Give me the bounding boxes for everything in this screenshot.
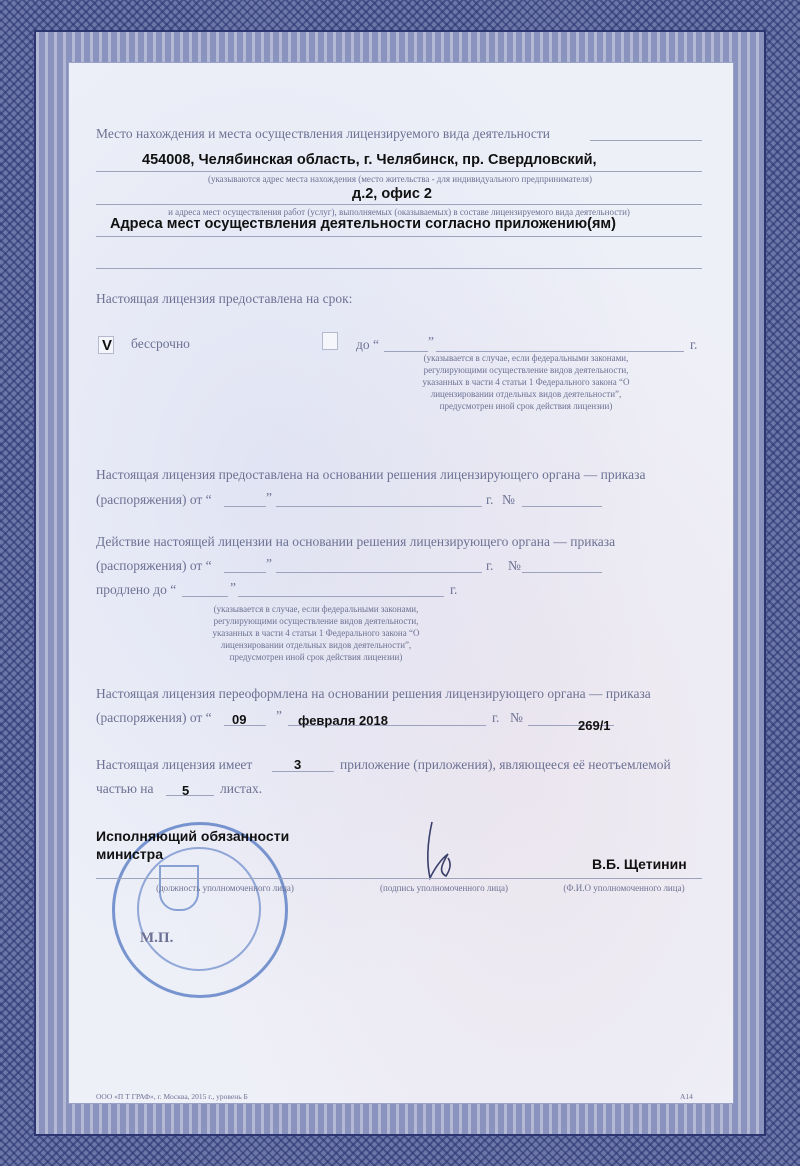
underline xyxy=(590,140,702,141)
footer-code: А14 xyxy=(680,1092,693,1101)
reissue-year: г. xyxy=(492,710,500,725)
signatory-position-line2: министра xyxy=(96,846,164,862)
appendix-prefix: Настоящая лицензия имеет xyxy=(96,757,253,772)
extension-no: № xyxy=(508,558,521,573)
reissue-line1: Настоящая лицензия переоформлена на основании решения лицензирующего органа — приказа xyxy=(96,686,651,701)
underline xyxy=(522,572,602,573)
extension-line2-mid: ” xyxy=(266,556,272,571)
location-address-line1: 454008, Челябинская область, г. Челябинск, пр. Свердловский, xyxy=(142,152,597,168)
underline xyxy=(522,506,602,507)
reissue-number: 269/1 xyxy=(578,718,611,733)
appendix-count: 3 xyxy=(294,757,302,772)
underline xyxy=(96,268,702,269)
signatory-name: В.Б. Щетинин xyxy=(592,856,687,872)
location-hint-address: (указываются адрес места нахождения (место жительства - для индивидуального предпринимателя) xyxy=(207,174,593,184)
term-until-quote: ” xyxy=(428,334,434,349)
reissue-line2-prefix: (распоряжения) от “ xyxy=(96,710,212,725)
term-until-prefix: до “ xyxy=(356,337,379,352)
reissue-line2-mid: ” xyxy=(276,708,282,723)
underline xyxy=(96,236,702,237)
checkbox-until xyxy=(322,332,338,350)
underline xyxy=(96,204,702,205)
footer-printer: ООО «П Т ГРАФ», г. Москва, 2015 г., уровень Б xyxy=(96,1092,248,1101)
appendix-line2-prefix: частью на xyxy=(96,781,154,796)
extension-line3-prefix: продлено до “ xyxy=(96,582,177,597)
seal-inner-ring xyxy=(137,847,261,971)
location-address-line2: д.2, офис 2 xyxy=(352,186,432,202)
location-hint-places: и адреса мест осуществления работ (услуг), выполняемых (оказываемых) в составе лицензируемого вида деятельности) xyxy=(168,207,630,217)
basis-line2-prefix: (распоряжения) от “ xyxy=(96,492,212,507)
reissue-no: № xyxy=(510,710,523,725)
reissue-month-year: февраля 2018 xyxy=(298,713,388,728)
basis-year: г. xyxy=(486,492,494,507)
caption-name: (Ф.И.О уполномоченного лица) xyxy=(563,883,685,893)
caption-signature: (подпись уполномоченного лица) xyxy=(380,883,508,893)
appendix-suffix: приложение (приложения), являющееся её неотъемлемой xyxy=(340,757,671,772)
underline xyxy=(224,572,266,573)
underline xyxy=(96,171,702,172)
basis-no: № xyxy=(502,492,515,507)
extension-line3-mid: ” xyxy=(230,580,236,595)
underline xyxy=(224,506,266,507)
extension-note: (указывается в случае, если федеральными законами, регулирующими осуществление видов деятельности, указанных в части 4 статьи 1 Федерального закона “О лицензировании отдельных видов деятельности”, предусмотрен иной срок действия лицензии) xyxy=(212,604,420,662)
underline xyxy=(96,878,702,879)
underline xyxy=(238,596,444,597)
extension-year: г. xyxy=(486,558,494,573)
extension-line1: Действие настоящей лицензии на основании решения лицензирующего органа — приказа xyxy=(96,534,616,549)
caption-position: (должность уполномоченного лица) xyxy=(156,883,294,893)
term-label: Настоящая лицензия предоставлена на срок: xyxy=(96,291,353,306)
underline xyxy=(276,506,482,507)
extension-line3-year: г. xyxy=(450,582,458,597)
term-indefinite: бессрочно xyxy=(131,336,190,351)
mp-label: М.П. xyxy=(140,930,174,946)
check-mark: V xyxy=(102,337,113,354)
underline xyxy=(166,795,214,796)
location-places-value: Адреса мест осуществления деятельности согласно приложению(ям) xyxy=(110,216,616,232)
term-year-suffix: г. xyxy=(690,337,698,352)
underline xyxy=(276,572,482,573)
term-note: (указывается в случае, если федеральными законами, регулирующими осуществление видов деятельности, указанных в части 4 статьи 1 Федерального закона “О лицензировании отдельных видов деятельности”, предусмотрен иной срок действия лицензии) xyxy=(422,353,630,411)
reissue-day: 09 xyxy=(232,712,247,727)
underline xyxy=(182,596,228,597)
basis-line1: Настоящая лицензия предоставлена на основании решения лицензирующего органа — приказа xyxy=(96,467,646,482)
signature-icon xyxy=(418,820,468,882)
location-label: Место нахождения и места осуществления лицензируемого вида деятельности xyxy=(96,126,551,141)
extension-line2-prefix: (распоряжения) от “ xyxy=(96,558,212,573)
appendix-line2-suffix: листах. xyxy=(220,781,263,796)
signatory-position-line1: Исполняющий обязанности xyxy=(96,828,290,844)
underline xyxy=(272,771,334,772)
basis-line2-mid: ” xyxy=(266,490,272,505)
appendix-sheets: 5 xyxy=(182,783,190,798)
